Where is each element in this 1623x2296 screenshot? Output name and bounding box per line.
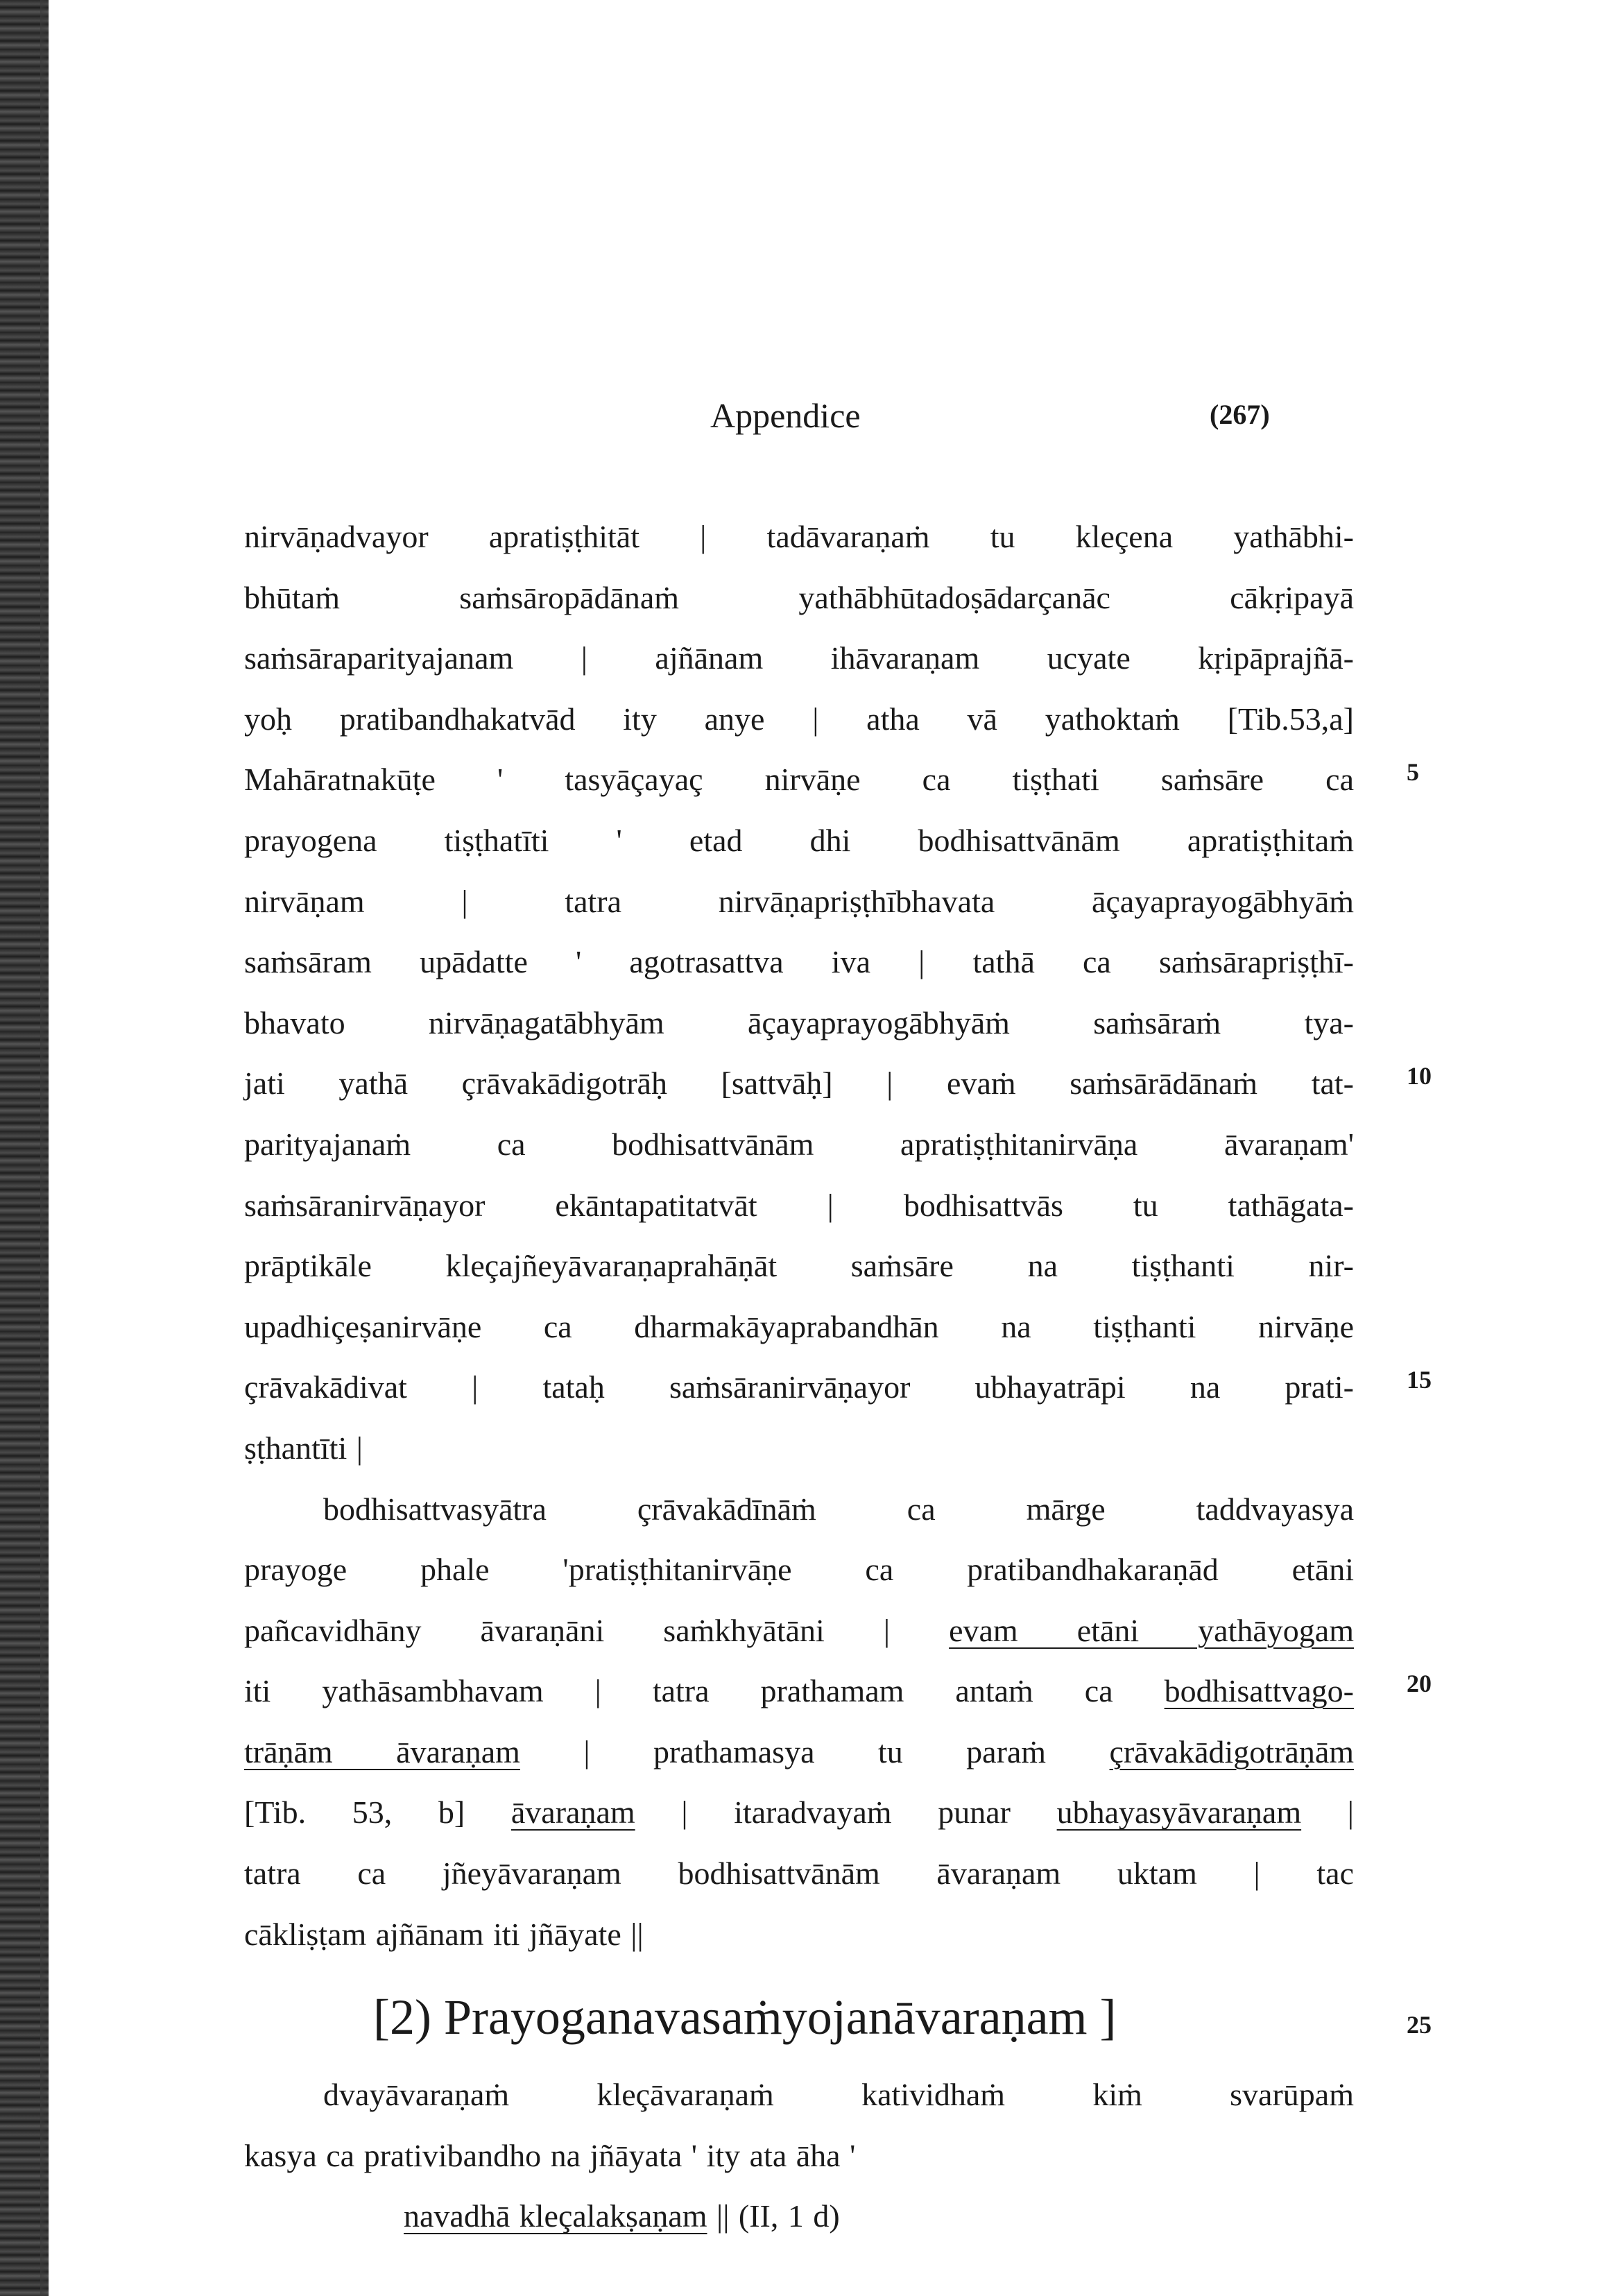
paragraph-1 [244, 506, 1354, 1479]
text-line: bhūtaṁ saṁsāropādānaṁ yathābhūtadoṣādarçanāc cākṛipayā [244, 579, 1354, 615]
main-text [244, 506, 1354, 2247]
underlined-phrase: ubhayasyāvaraṇam [1056, 1794, 1302, 1831]
underlined-phrase: bodhisattvago- [1164, 1673, 1354, 1709]
text-line: tatra ca jñeyāvaraṇam bodhisattvānām āvaraṇam uktam | tac [244, 1856, 1354, 1892]
underlined-phrase: āvaraṇam [510, 1794, 635, 1831]
text-line: saṁsāraparityajanam | ajñānam ihāvaraṇam ucyate kṛipāprajñā- [244, 640, 1354, 676]
line-number-5: 5 [1407, 758, 1419, 786]
paragraph-2 [244, 1479, 1354, 1965]
page-header [0, 395, 1623, 451]
running-title: Appendice [710, 396, 861, 435]
text-segment: | itaradvayaṁ punar [635, 1794, 1057, 1831]
text-line: upadhiçeṣanirvāṇe ca dharmakāyaprabandhān na tiṣṭhanti nirvāṇe [244, 1308, 1354, 1344]
section-heading: [2) Prayoganavasaṁyojanāvaraṇam ] [373, 1989, 1117, 2046]
line-number-10: 10 [1407, 1062, 1432, 1090]
text-segment: iti yathāsambhavam | tatra prathamam antaṁ ca [244, 1673, 1165, 1709]
text-line: çrāvakādivat | tataḥ saṁsāranirvāṇayor ubhayatrāpi na prati- [244, 1369, 1354, 1405]
text-line: saṁsāranirvāṇayor ekāntapatitatvāt | bodhisattvās tu tathāgata- [244, 1187, 1354, 1223]
line-number-15: 15 [1407, 1366, 1432, 1394]
page-binding-edge [0, 0, 49, 2296]
text-line: prayogena tiṣṭhatīti ' etad dhi bodhisattvānām apratiṣṭhitaṁ [244, 822, 1354, 858]
verse-line [404, 2186, 1354, 2247]
text-line: bodhisattvasyātra çrāvakādīnāṁ ca mārge taddvayasya [323, 1491, 1354, 1527]
text-line: yoḥ pratibandhakatvād ity anye | atha vā yathoktaṁ [Tib.53,a] [244, 701, 1354, 737]
text-line: parityajanaṁ ca bodhisattvānām apratiṣṭhitanirvāṇa āvaraṇam' [244, 1126, 1354, 1162]
text-line [244, 1722, 1354, 1783]
text-segment: pañcavidhāny āvaraṇāni saṁkhyātāni | [244, 1612, 950, 1648]
text-line: kasya ca prativibandho na jñāyata ' ity ata āha ' [244, 2137, 856, 2173]
text-line: bhavato nirvāṇagatābhyām āçayaprayogābhyāṁ saṁsāraṁ tya- [244, 1004, 1354, 1040]
text-segment: | [1301, 1794, 1354, 1831]
text-line: dvayāvaraṇaṁ kleçāvaraṇaṁ katividhaṁ kiṁ svarūpaṁ [323, 2077, 1354, 2113]
text-line: ṣṭhantīti | [244, 1430, 363, 1466]
paragraph-3 [244, 2064, 1354, 2247]
text-line: nirvāṇadvayor apratiṣṭhitāt | tadāvaraṇaṁ tu kleçena yathābhi- [244, 519, 1354, 554]
text-line: Mahāratnakūṭe ' tasyāçayaç nirvāṇe ca tiṣṭhati saṁsāre ca [244, 762, 1354, 798]
text-line: jati yathā çrāvakādigotrāḥ [sattvāḥ] | evaṁ saṁsārādānaṁ tat- [244, 1065, 1354, 1102]
line-number-25: 25 [1407, 2011, 1432, 2039]
text-line [244, 1600, 1354, 1661]
text-segment: [Tib. 53, b] [244, 1794, 511, 1831]
underlined-phrase: trāṇām āvaraṇam [244, 1733, 520, 1770]
page-number: (267) [1210, 399, 1270, 430]
text-line [244, 1782, 1354, 1843]
text-line: prāptikāle kleçajñeyāvaraṇaprahāṇāt saṁsāre na tiṣṭhanti nir- [244, 1248, 1354, 1284]
text-line: prayoge phale 'pratiṣṭhitanirvāṇe ca pratibandhakaraṇād etāni [244, 1552, 1354, 1588]
text-segment: | prathamasya tu paraṁ [519, 1733, 1110, 1770]
text-line [244, 1661, 1354, 1722]
underlined-phrase: navadhā kleçalakṣaṇam [404, 2198, 707, 2234]
underlined-phrase: çrāvakādigotrāṇām [1109, 1733, 1355, 1770]
text-line: saṁsāram upādatte ' agotrasattva iva | tathā ca saṁsārapriṣṭhī- [244, 944, 1354, 980]
text-line: cākliṣṭam ajñānam iti jñāyate || [244, 1916, 644, 1952]
line-number-20: 20 [1407, 1670, 1432, 1697]
underlined-phrase: evam etāni yathāyogam [949, 1612, 1354, 1648]
text-line: nirvāṇam | tatra nirvāṇapriṣṭhībhavata āçayaprayogābhyāṁ [244, 883, 1354, 919]
verse-reference: || (II, 1 d) [707, 2198, 840, 2234]
